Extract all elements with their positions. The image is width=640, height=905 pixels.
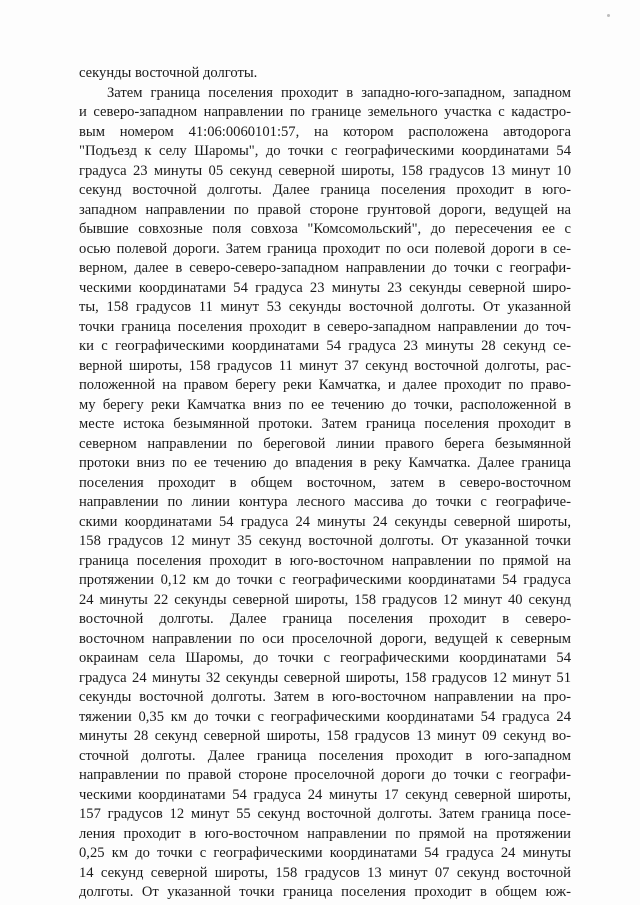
document-body <box>79 64 571 903</box>
text-line: граница поселения проходит в юго-восточном направлении по прямой на <box>79 552 571 569</box>
text-line: долготы. От указанной точки граница поселения проходит в общем юж- <box>79 884 571 900</box>
text-line: окраинам села Шаромы, до точки с географическими координатами 54 <box>79 650 571 666</box>
text-line: Затем граница поселения проходит в западно-юго-западном, западном <box>107 84 571 101</box>
text-line: "Подъезд к селу Шаромы", до точки с географическими координатами 54 <box>79 143 571 159</box>
text-line: направлении по правой стороне проселочной дороги до точки с географи- <box>79 767 571 783</box>
scan-speck <box>607 14 610 17</box>
text-line: 14 секунд северной широты, 158 градусов 13 минут 07 секунд восточной <box>79 864 571 881</box>
text-line: сточной долготы. Далее граница поселения проходит в юго-западном <box>79 747 571 764</box>
text-line: 24 минуты 22 секунды северной широты, 158 градусов 12 минут 40 секунд <box>79 591 571 608</box>
text-line: секунды восточной долготы. <box>79 65 258 81</box>
text-line: ческими координатами 54 градуса 24 минуты 17 секунд северной широты, <box>79 786 571 803</box>
text-line: месте истока безымянной протоки. Затем граница поселения проходит в <box>79 416 571 432</box>
text-line: 158 градусов 12 минут 35 секунд восточной долготы. От указанной точки <box>79 533 571 549</box>
text-line: поселения проходит в общем восточном, затем в северо-восточном <box>79 474 571 491</box>
text-line: ки с географическими координатами 54 градуса 23 минуты 28 секунд се- <box>79 338 571 354</box>
text-line: протоки вниз по ее течению до впадения в реку Камчатка. Далее граница <box>79 455 571 471</box>
text-line: минуты 28 секунд северной широты, 158 градусов 13 минут 09 секунд во- <box>79 728 571 744</box>
text-line: бывшие совхозные поля совхоза "Комсомольский", до пересечения ее с <box>79 221 571 237</box>
text-line: му берегу реки Камчатка вниз по ее течению до точки, расположенной в <box>79 396 571 413</box>
text-line: 157 градусов 12 минут 55 секунд восточной долготы. Затем граница посе- <box>79 806 571 822</box>
text-line: ты, 158 градусов 11 минут 53 секунды восточной долготы. От указанной <box>79 299 571 315</box>
text-line: 0,25 км до точки с географическими координатами 54 градуса 24 минуты <box>79 845 571 861</box>
text-line: западном направлении по правой стороне грунтовой дороги, ведущей на <box>79 201 571 218</box>
text-line: градуса 24 минуты 32 секунды северной широты, 158 градусов 12 минут 51 <box>79 669 571 686</box>
text-line: протяжении 0,12 км до точки с географическими координатами 54 градуса <box>79 572 571 588</box>
text-line: положенной на правом берегу реки Камчатка, и далее проходит по право- <box>79 377 571 393</box>
text-line: восточном направлении по оси проселочной дороги, ведущей к северным <box>79 630 571 647</box>
text-line: и северо-западном направлении по границе земельного участка с кадастро- <box>79 104 571 120</box>
text-line: верном, далее в северо-северо-западном направлении до точки с географи- <box>79 260 571 276</box>
text-line: секунд восточной долготы. Далее граница поселения проходит в юго- <box>79 182 571 198</box>
text-line: верной широты, 158 градусов 11 минут 37 секунд восточной долготы, рас- <box>79 357 571 374</box>
text-line: градуса 23 минуты 05 секунд северной широты, 158 градусов 13 минут 10 <box>79 162 571 179</box>
text-line: ческими координатами 54 градуса 23 минуты 23 секунды северной широ- <box>79 279 571 296</box>
text-line: направлении по линии контура лесного массива до точки с географиче- <box>79 494 571 510</box>
text-line: тяжении 0,35 км до точки с географическими координатами 54 градуса 24 <box>79 708 571 725</box>
text-line: осью полевой дороги. Затем граница проходит по оси полевой дороги в се- <box>79 240 571 257</box>
text-line: скими координатами 54 градуса 24 минуты 24 секунды северной широты, <box>79 513 571 530</box>
text-line: восточной долготы. Далее граница поселения проходит в северо- <box>79 611 571 627</box>
text-line: ления проходит в юго-восточном направлении по прямой на протяжении <box>79 825 571 842</box>
text-line: точки граница поселения проходит в северо-западном направлении до точ- <box>79 318 571 335</box>
text-line: северном направлении по береговой линии правого берега безымянной <box>79 435 571 452</box>
text-line: секунды восточной долготы. Затем в юго-восточном направлении на про- <box>79 689 571 705</box>
text-line: вым номером 41:06:0060101:57, на котором расположена автодорога <box>79 123 571 140</box>
